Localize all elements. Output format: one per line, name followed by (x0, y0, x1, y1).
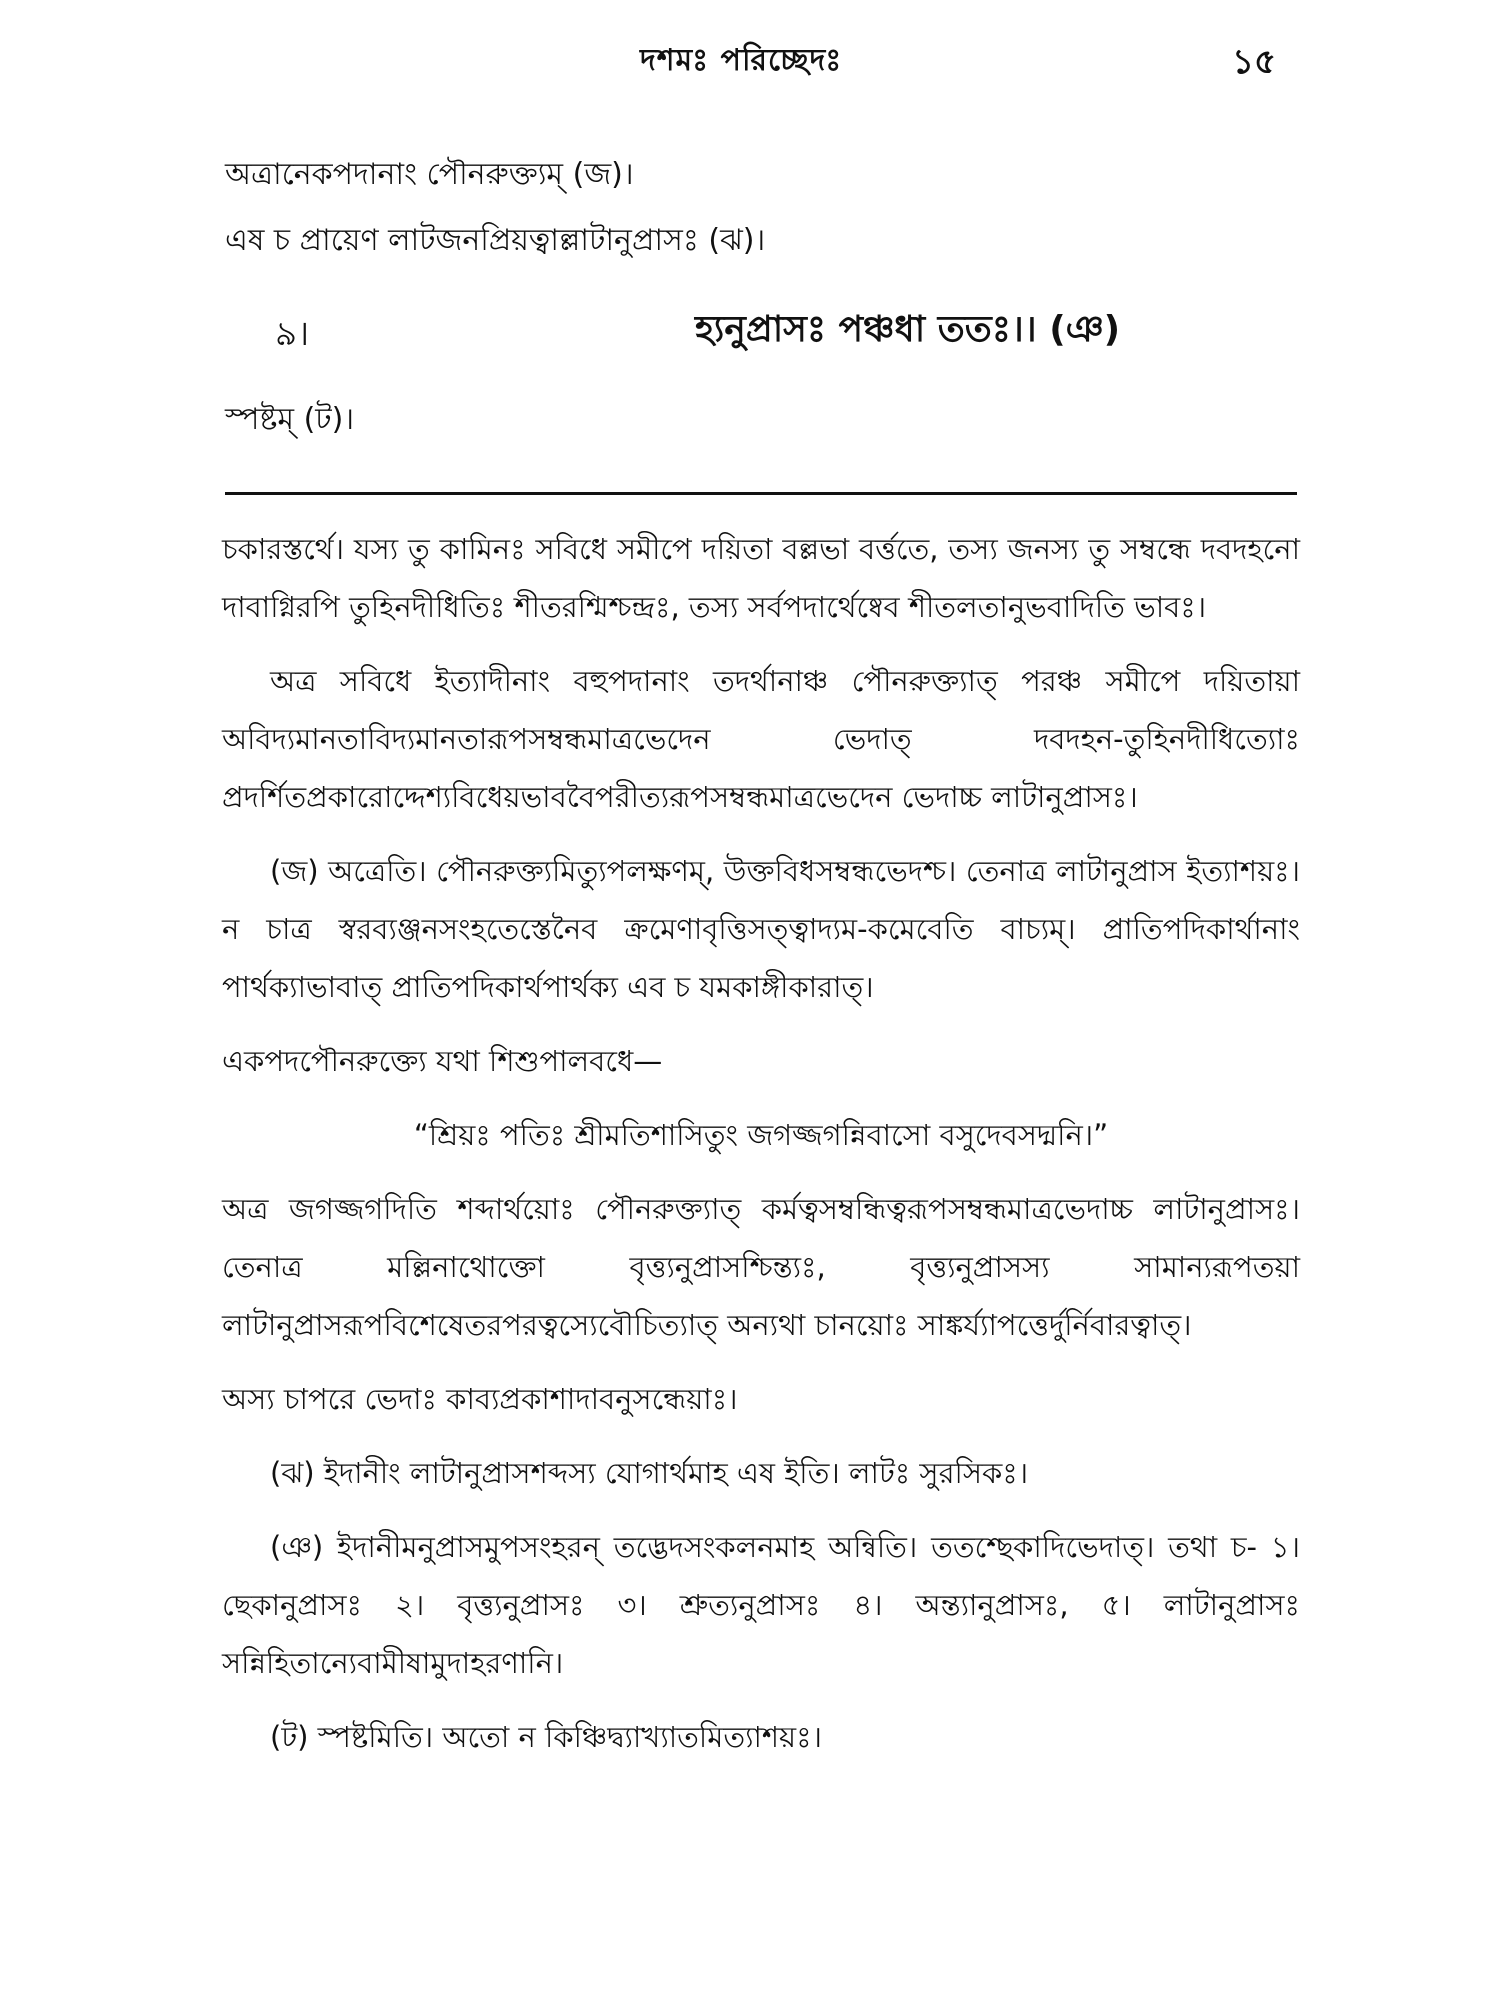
commentary-para-3: (জ) অত্রেতি। পৌনরুক্ত্যমিত্যুপলক্ষণম্, উক্তবিধসম্বন্ধভেদশ্চ। তেনাত্র লাটানুপ্রাস ইত্যাশয়ঃ। ন চাত্র স্বরব্যঞ্জনসংহতেস্তেনৈব ক্রমেণাবৃত্তিসত্ত্বাদ্যম-কমেবেতি বাচ্যম্। প্রাতিপদিকার্থানাং পার্থক্যাভাবাত্ প্রাতিপদিকার্থপার্থক্য এব চ যমকাঙ্গীকারাত্। (222, 854, 1300, 1004)
commentary-para-6: অস্য চাপরে ভেদাঃ কাব্যপ্রকাশাদাবনুসন্ধেয়াঃ। (222, 1382, 738, 1416)
text-line-2: এষ চ প্রায়েণ লাটজনপ্রিয়ত্বাল্লাটানুপ্রাসঃ (ঝ)। (225, 223, 766, 258)
text-line-4: স্পষ্টম্ (ট)। (225, 402, 355, 437)
page-number: ১৫ (1232, 42, 1277, 82)
quoted-verse: “শ্রিয়ঃ পতিঃ শ্রীমতিশাসিতুং জগজ্জগন্নিবাসো বসুদেবসদ্মনি।” (413, 1118, 1109, 1152)
commentary-block (222, 520, 1300, 1782)
commentary-para-4: একপদপৌনরুক্ত্যে যথা শিশুপালবধে— (222, 1044, 663, 1078)
commentary-para-7: (ঝ) ইদানীং লাটানুপ্রাসশব্দস্য যোগার্থমাহ এষ ইতি। লাটঃ সুরসিকঃ। (270, 1456, 1029, 1490)
verse-number: ৯। (275, 314, 310, 354)
verse-text: হ্যনুপ্রাসঃ পঞ্চধা ততঃ।। (ঞ) (695, 309, 1121, 350)
running-header: দশমঃ পরিচ্ছেদঃ (640, 43, 843, 78)
text-line-1: অত্রানেকপদানাং পৌনরুক্ত্যম্ (জ)। (225, 157, 634, 192)
commentary-para-5: অত্র জগজ্জগদিতি শব্দার্থয়োঃ পৌনরুক্ত্যাত্ কর্মত্বসম্বন্ধিত্বরূপসম্বন্ধমাত্রভেদাচ্চ লাটানুপ্রাসঃ। তেনাত্র মল্লিনাথোক্তো বৃত্ত্যনুপ্রাসশ্চিন্ত্যঃ, বৃত্ত্যনুপ্রাসস্য সামান্যরূপতয়া লাটানুপ্রাসরূপবিশেষেতরপরত্বস্যেবৌচিত্যাত্ অন্যথা চানয়োঃ সাঙ্কর্য্যাপত্তের্দুর্নিবারত্বাত্। (222, 1192, 1300, 1342)
commentary-para-2: অত্র সবিধে ইত্যাদীনাং বহুপদানাং তদর্থানাঞ্চ পৌনরুক্ত্যাত্ পরঞ্চ সমীপে দয়িতায়া অবিদ্যমানতাবিদ্যমানতারূপসম্বন্ধমাত্রভেদেন ভেদাত্ দবদহন-তুহিনদীধিত্যোঃ প্রদর্শিতপ্রকারোদ্দেশ্যবিধেয়ভাববৈপরীত্যরূপসম্বন্ধমাত্রভেদেন ভেদাচ্চ লাটানুপ্রাসঃ। (222, 664, 1300, 814)
horizontal-rule (225, 492, 1297, 495)
commentary-para-1: চকারস্তর্থে। যস্য তু কামিনঃ সবিধে সমীপে দয়িতা বল্লভা বর্ত্ততে, তস্য জনস্য তু সম্বন্ধে দবদহনো দাবাগ্নিরপি তুহিনদীধিতিঃ শীতরশ্মিশ্চন্দ্রঃ, তস্য সর্বপদার্থেষ্বেব শীতলতানুভবাদিতি ভাবঃ। (222, 532, 1300, 624)
commentary-para-8: (ঞ) ইদানীমনুপ্রাসমুপসংহরন্ তদ্ভেদসংকলনমাহ অন্বিতি। ততশ্ছেকাদিভেদাত্। তথা চ- ১। ছেকানুপ্রাসঃ ২। বৃত্ত্যনুপ্রাসঃ ৩। শ্রুত্যনুপ্রাসঃ ৪। অন্ত্যানুপ্রাসঃ, ৫। লাটানুপ্রাসঃ সন্নিহিতান্যেবামীষামুদাহরণানি। (222, 1530, 1300, 1680)
commentary-para-9: (ট) স্পষ্টমিতি। অতো ন কিঞ্চিদ্ব্যাখ্যাতমিত্যাশয়ঃ। (270, 1720, 822, 1754)
